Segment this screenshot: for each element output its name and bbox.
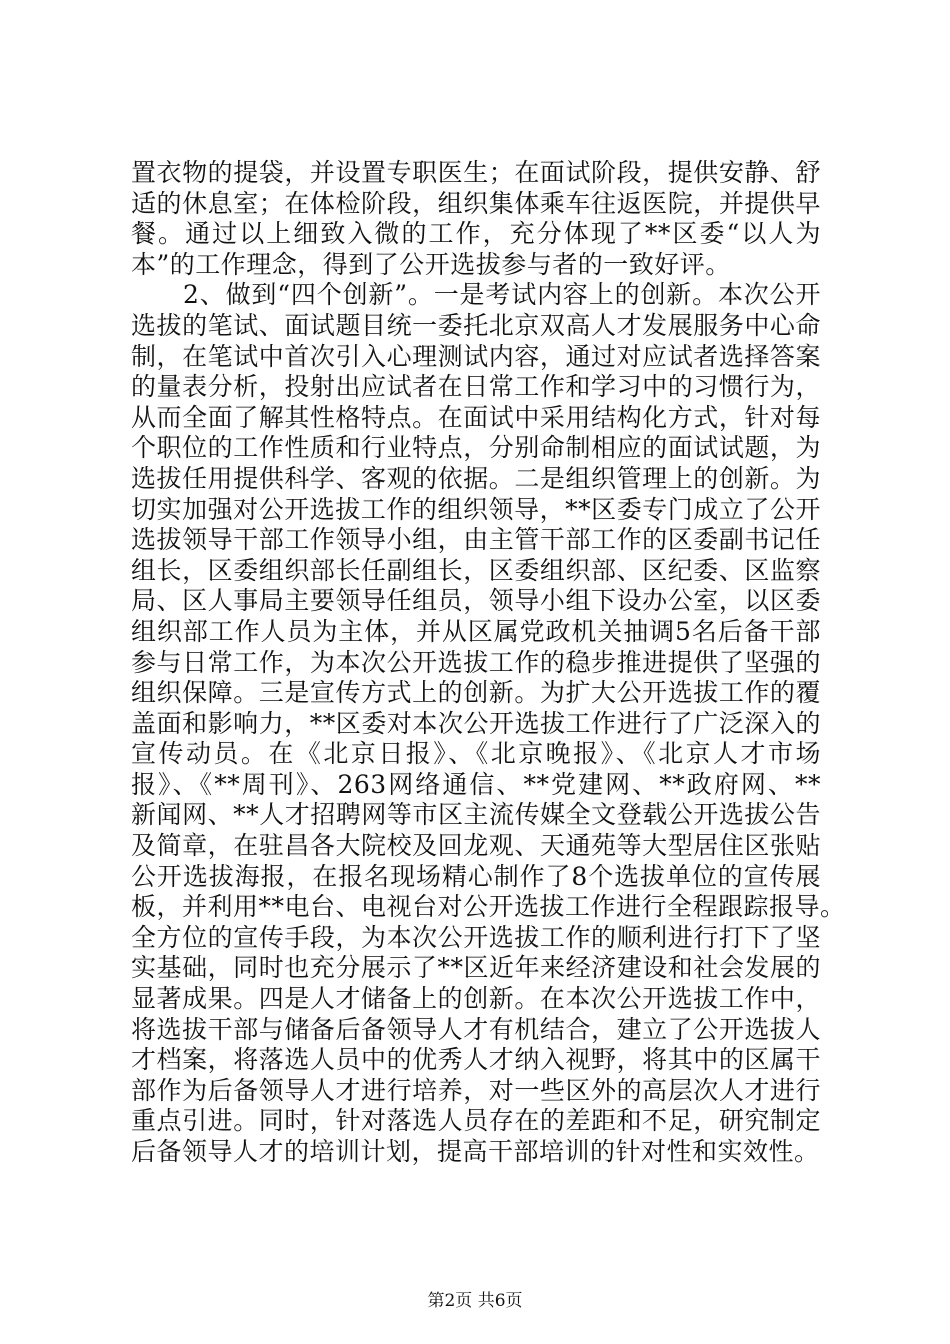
text-line: 实基础，同时也充分展示了**区近年来经济建设和社会发展的 [131, 953, 821, 983]
page-footer: 第2页 共6页 [427, 1291, 523, 1311]
text-line: 及简章，在驻昌各大院校及回龙观、天通苑等大型居住区张贴 [131, 831, 821, 861]
text-line: 组织部工作人员为主体，并从区属党政机关抽调5名后备干部 [131, 616, 821, 646]
text-line: 显著成果。四是人才储备上的创新。在本次公开选拔工作中， [131, 984, 821, 1014]
text-line: 选拔的笔试、面试题目统一委托北京双高人才发展服务中心命 [131, 310, 821, 340]
paragraph-start-line: 2、做到“四个创新”。一是考试内容上的创新。本次公开 [183, 280, 821, 310]
text-line: 宣传动员。在《北京日报》、《北京晚报》、《北京人才市场 [131, 739, 821, 769]
text-line: 盖面和影响力，**区委对本次公开选拔工作进行了广泛深入的 [131, 708, 821, 738]
text-line: 选拔领导干部工作领导小组，由主管干部工作的区委副书记任 [131, 525, 821, 555]
document-body [131, 158, 846, 1168]
text-line: 个职位的工作性质和行业特点，分别命制相应的面试试题，为 [131, 433, 821, 463]
text-line: 制，在笔试中首次引入心理测试内容，通过对应试者选择答案 [131, 341, 821, 371]
text-line: 餐。通过以上细致入微的工作，充分体现了**区委“以人为 [131, 219, 821, 249]
text-line: 适的休息室；在体检阶段，组织集体乘车往返医院，并提供早 [131, 188, 821, 218]
text-line: 公开选拔海报，在报名现场精心制作了8个选拔单位的宣传展 [131, 861, 821, 891]
text-line: 将选拔干部与储备后备领导人才有机结合，建立了公开选拔人 [131, 1014, 821, 1044]
text-line: 全方位的宣传手段，为本次公开选拔工作的顺利进行打下了坚 [131, 922, 821, 952]
text-line: 重点引进。同时，针对落选人员存在的差距和不足，研究制定 [131, 1106, 821, 1136]
text-line: 新闻网、**人才招聘网等市区主流传媒全文登载公开选拔公告 [131, 800, 821, 830]
text-line: 板，并利用**电台、电视台对公开选拔工作进行全程跟踪报导。 [131, 892, 846, 922]
text-line: 后备领导人才的培训计划，提高干部培训的针对性和实效性。 [131, 1137, 820, 1166]
text-line: 才档案，将落选人员中的优秀人才纳入视野，将其中的区属干 [131, 1045, 821, 1075]
text-line: 组织保障。三是宣传方式上的创新。为扩大公开选拔工作的覆 [131, 678, 821, 708]
text-line: 选拔任用提供科学、客观的依据。二是组织管理上的创新。为 [131, 463, 821, 493]
text-line: 的量表分析，投射出应试者在日常工作和学习中的习惯行为， [131, 372, 821, 402]
text-line: 置衣物的提袋，并设置专职医生；在面试阶段，提供安静、舒 [131, 158, 821, 187]
text-line: 参与日常工作，为本次公开选拔工作的稳步推进提供了坚强的 [131, 647, 821, 677]
text-line: 本”的工作理念，得到了公开选拔参与者的一致好评。 [131, 249, 731, 279]
text-line: 报》、《**周刊》、263网络通信、**党建网、**政府网、** [131, 769, 821, 799]
text-line: 部作为后备领导人才进行培养，对一些区外的高层次人才进行 [131, 1075, 821, 1105]
text-line: 组长，区委组织部长任副组长，区委组织部、区纪委、区监察 [131, 555, 821, 585]
text-line: 局、区人事局主要领导任组员，领导小组下设办公室，以区委 [131, 586, 821, 616]
text-line: 从而全面了解其性格特点。在面试中采用结构化方式，针对每 [131, 402, 821, 432]
text-line: 切实加强对公开选拔工作的组织领导，**区委专门成立了公开 [131, 494, 821, 524]
